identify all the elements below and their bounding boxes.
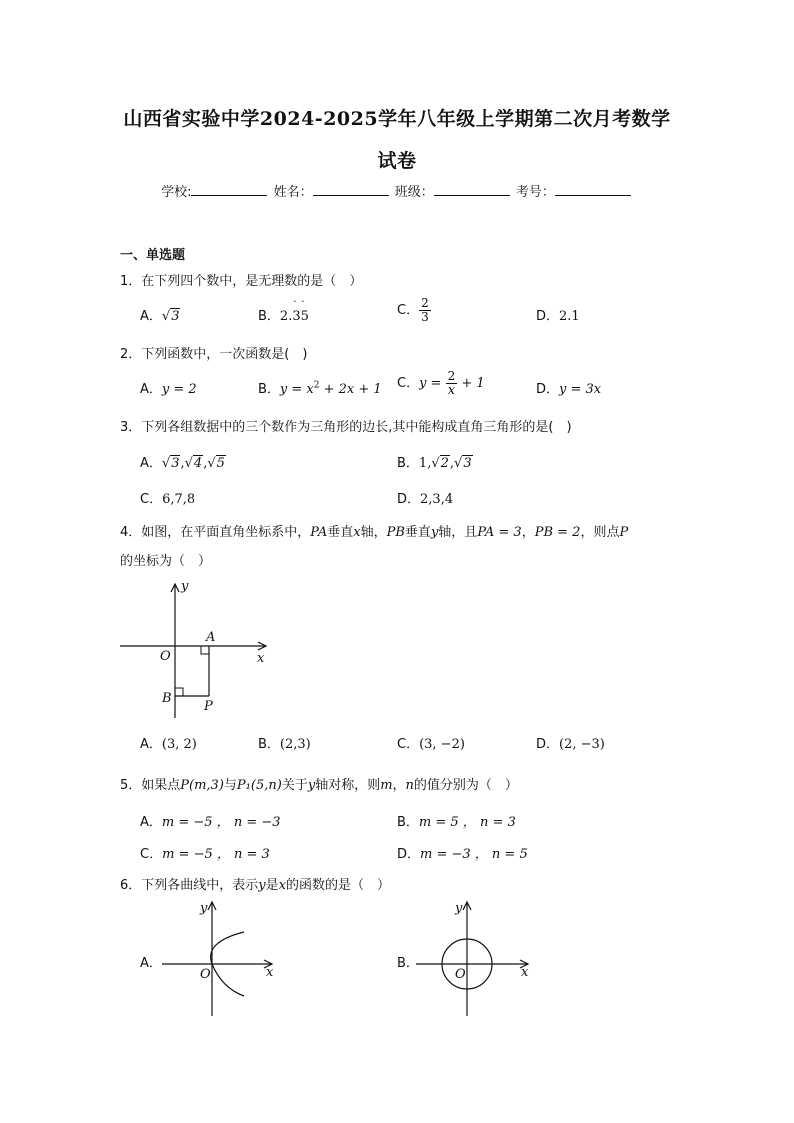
q3-option-a[interactable]	[140, 452, 226, 471]
option-label: A．	[140, 309, 162, 324]
q2-option-c[interactable]	[397, 370, 485, 397]
q2-option-d[interactable]	[536, 378, 601, 397]
q6-graph-a	[160, 898, 285, 1018]
q3-option-b[interactable]	[397, 452, 473, 471]
fig-o-label: O	[160, 649, 171, 664]
option-label: D．	[536, 309, 560, 324]
option-label: B．	[258, 382, 280, 397]
math-var: y	[430, 525, 439, 540]
q1-option-b[interactable]	[258, 299, 309, 324]
option-label: C．	[397, 737, 420, 752]
expr-part: 1,	[418, 456, 432, 471]
fig-a-label: A	[206, 630, 216, 645]
option-label: A．	[140, 815, 162, 830]
math-var: x	[353, 525, 361, 540]
sqrt-expr: √2,√3	[431, 456, 472, 471]
math-var: m	[380, 778, 393, 793]
q6-graph-b	[414, 898, 539, 1018]
stem-text: 轴对称，则	[315, 778, 381, 793]
q4-stem-line1	[120, 521, 628, 540]
fig-y-label: y	[200, 901, 208, 916]
fraction	[419, 297, 431, 324]
radicand: 3	[171, 456, 180, 471]
q4-option-a[interactable]	[140, 733, 197, 752]
fig-b-label: B	[162, 691, 172, 706]
section-title: 一、单选题	[120, 248, 186, 263]
stem-text: 关于	[281, 778, 308, 793]
q4-option-c[interactable]	[397, 733, 465, 752]
fig-x-label: x	[266, 965, 274, 980]
q1-option-d[interactable]	[536, 305, 580, 324]
option-label: D．	[397, 847, 421, 862]
option-label: B．	[258, 737, 280, 752]
option-label: C．	[140, 847, 163, 862]
q4-option-b[interactable]	[258, 733, 311, 752]
expr-part: + 2x + 1	[319, 382, 382, 397]
option-value: m = −5 ， n = 3	[162, 847, 270, 862]
stem-text: ，则点	[580, 525, 620, 540]
q2-stem: 2．下列函数中，一次函数是( )	[120, 347, 308, 362]
q5-option-d[interactable]	[397, 843, 528, 862]
option-value: 6,7,8	[162, 492, 196, 507]
q1-option-a[interactable]	[140, 305, 180, 324]
stem-text: 的函数的是（ ）	[286, 878, 391, 893]
name-label: 姓名：	[273, 185, 313, 200]
repeating-decimal	[279, 299, 309, 324]
stem-text: 6．下列各曲线中，表示	[120, 878, 259, 893]
option-label: C．	[397, 303, 420, 318]
q3-option-c[interactable]	[140, 488, 195, 507]
radicand: 3	[463, 456, 472, 471]
right-angle-b	[175, 688, 183, 696]
option-label: A．	[140, 382, 162, 397]
option-label: C．	[397, 376, 420, 391]
stem-text: 的值分别为（ ）	[413, 778, 518, 793]
option-label: D．	[397, 492, 421, 507]
class-label: 班级：	[394, 185, 434, 200]
decimal-value: 2.35	[279, 309, 309, 324]
option-value: (2, −3)	[559, 737, 605, 752]
stem-text: 是	[265, 878, 279, 893]
option-label: B．	[397, 815, 419, 830]
fig-x-label: x	[257, 651, 265, 666]
option-label: A．	[140, 956, 162, 971]
option-value: m = −3 ， n = 5	[420, 847, 528, 862]
stem-text: 与	[223, 778, 237, 793]
option-label: D．	[536, 737, 560, 752]
stem-text: 垂直	[327, 525, 354, 540]
q5-stem	[120, 774, 518, 793]
numerator: 2	[447, 369, 456, 383]
math-var: y	[307, 778, 316, 793]
math-var: n	[405, 778, 414, 793]
stem-text: ，	[392, 778, 406, 793]
right-angle-a	[201, 646, 209, 654]
stem-text: 4．如图，在平面直角坐标系中，	[120, 525, 311, 540]
option-expr: y = 2	[161, 382, 197, 397]
option-value: 2,3,4	[420, 492, 454, 507]
stem-text: ，	[521, 525, 535, 540]
class-blank[interactable]	[434, 183, 510, 196]
exponent: 2	[313, 380, 320, 391]
math-expr: PB = 2	[534, 525, 581, 540]
exam-no-label: 考号：	[515, 185, 555, 200]
math-expr: P₁(5,n)	[236, 778, 282, 793]
math-var: PA	[310, 525, 328, 540]
fig-y-label: y	[181, 579, 189, 594]
math-var: x	[278, 878, 286, 893]
student-info-line	[0, 181, 794, 200]
stem-text: 垂直	[404, 525, 431, 540]
radicand: 5	[216, 456, 225, 471]
stem-text: 轴，且	[438, 525, 478, 540]
option-value: 2.1	[559, 309, 580, 324]
radicand: 2	[440, 456, 449, 471]
option-label: B．	[397, 956, 419, 971]
expr-part: y =	[419, 376, 446, 391]
q4-stem-line2: 的坐标为（ ）	[120, 554, 212, 569]
math-var: P	[619, 525, 629, 540]
option-value: m = −5 ， n = −3	[161, 815, 281, 830]
q5-option-a[interactable]	[140, 811, 281, 830]
sqrt-expr: √3	[161, 309, 180, 324]
option-expr: y = 3x	[559, 382, 602, 397]
q2-option-b[interactable]	[258, 378, 382, 397]
page-title-line2: 试卷	[377, 150, 417, 172]
math-var: PB	[386, 525, 405, 540]
q6-stem	[120, 874, 390, 893]
math-expr: PA = 3	[477, 525, 522, 540]
sqrt-expr: √3,√4,√5	[161, 456, 225, 471]
fig-y-label: y	[455, 901, 463, 916]
expr-part: y = x	[279, 382, 314, 397]
name-blank[interactable]	[313, 183, 389, 196]
repeat-dots: ˙˙	[291, 299, 308, 313]
option-label: A．	[140, 737, 162, 752]
math-expr: P(m,3)	[180, 778, 224, 793]
option-value: (2,3)	[279, 737, 311, 752]
q4-coordinate-figure	[118, 578, 278, 718]
option-label: C．	[140, 492, 163, 507]
option-value: (3, −2)	[419, 737, 465, 752]
expr-part: + 1	[457, 376, 485, 391]
option-value: m = 5 ， n = 3	[418, 815, 516, 830]
fig-p-label: P	[204, 699, 213, 714]
option-label: B．	[397, 456, 419, 471]
stem-text: 轴，	[360, 525, 387, 540]
denominator: x	[447, 383, 456, 398]
math-var: y	[258, 878, 266, 893]
fig-o-label: O	[200, 967, 211, 982]
radicand: 3	[171, 309, 180, 324]
denominator: 3	[421, 310, 429, 324]
q1-stem: 1．在下列四个数中，是无理数的是（ ）	[120, 274, 363, 289]
q4-option-d[interactable]	[536, 733, 605, 752]
school-label: 学校:	[161, 185, 192, 200]
fig-x-label: x	[521, 965, 529, 980]
option-label: B．	[258, 309, 280, 324]
radicand: 4	[193, 456, 203, 471]
numerator: 2	[421, 296, 429, 310]
fraction	[446, 370, 458, 397]
q3-option-d[interactable]	[397, 488, 453, 507]
q5-option-c[interactable]	[140, 843, 270, 862]
q6-option-a[interactable]	[140, 952, 162, 971]
school-blank[interactable]	[191, 183, 267, 196]
option-label: D．	[536, 382, 560, 397]
q3-stem: 3．下列各组数据中的三个数作为三角形的边长,其中能构成直角三角形的是( )	[120, 420, 572, 435]
page-title: 山西省实验中学2024-2025学年八年级上学期第二次月考数学	[123, 108, 671, 130]
q2-option-a[interactable]	[140, 378, 197, 397]
stem-text: 5．如果点	[120, 778, 181, 793]
q5-option-b[interactable]	[397, 811, 516, 830]
option-value: (3, 2)	[161, 737, 197, 752]
option-label: A．	[140, 456, 162, 471]
exam-no-blank[interactable]	[555, 183, 631, 196]
q1-option-c[interactable]	[397, 297, 431, 324]
fig-o-label: O	[455, 967, 466, 982]
